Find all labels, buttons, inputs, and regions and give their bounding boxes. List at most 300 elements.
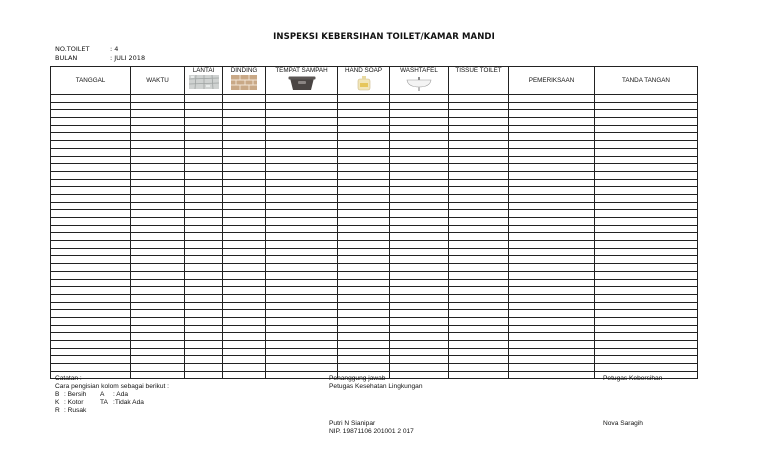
table-cell [223, 118, 266, 126]
table-cell [266, 118, 338, 126]
table-cell [449, 341, 509, 349]
table-cell [449, 371, 509, 379]
table-cell [338, 348, 390, 356]
col-washtafel: WASHTAFEL [390, 67, 449, 95]
table-cell [266, 233, 338, 241]
table-cell [51, 233, 131, 241]
table-row [51, 202, 698, 210]
table-cell [595, 156, 698, 164]
table-cell [390, 187, 449, 195]
table-cell [223, 110, 266, 118]
table-row [51, 310, 698, 318]
table-cell [51, 310, 131, 318]
table-cell [509, 218, 595, 226]
table-cell [185, 341, 223, 349]
table-row [51, 348, 698, 356]
col-tissue-toilet: TISSUE TOILET [449, 67, 509, 95]
table-cell [509, 171, 595, 179]
table-cell [185, 133, 223, 141]
table-cell [338, 95, 390, 103]
table-cell [338, 317, 390, 325]
table-row [51, 241, 698, 249]
table-cell [131, 148, 185, 156]
table-cell [131, 225, 185, 233]
table-row [51, 148, 698, 156]
table-cell [338, 187, 390, 195]
table-cell [51, 264, 131, 272]
table-cell [338, 256, 390, 264]
table-cell [131, 141, 185, 149]
table-cell [266, 187, 338, 195]
table-cell [131, 179, 185, 187]
table-cell [449, 118, 509, 126]
table-cell [51, 171, 131, 179]
legend [55, 391, 144, 415]
table-cell [390, 164, 449, 172]
table-cell [51, 248, 131, 256]
table-cell [51, 241, 131, 249]
table-cell [509, 241, 595, 249]
table-cell [449, 110, 509, 118]
table-cell [338, 210, 390, 218]
table-cell [509, 256, 595, 264]
table-cell [185, 302, 223, 310]
table-cell [338, 110, 390, 118]
table-cell [131, 187, 185, 195]
table-cell [185, 371, 223, 379]
table-cell [595, 179, 698, 187]
page-title: INSPEKSI KEBERSIHAN TOILET/KAMAR MANDI [273, 32, 495, 42]
table-cell [595, 294, 698, 302]
table-cell [595, 141, 698, 149]
table-cell [185, 348, 223, 356]
table-cell [223, 225, 266, 233]
table-cell [223, 241, 266, 249]
table-cell [509, 202, 595, 210]
table-cell [509, 233, 595, 241]
table-cell [509, 148, 595, 156]
table-cell [51, 271, 131, 279]
table-cell [595, 333, 698, 341]
table-cell [266, 102, 338, 110]
table-row [51, 210, 698, 218]
table-cell [449, 95, 509, 103]
table-cell [509, 341, 595, 349]
table-cell [131, 356, 185, 364]
table-row [51, 118, 698, 126]
table-cell [223, 179, 266, 187]
table-row [51, 110, 698, 118]
table-cell [131, 95, 185, 103]
table-cell [266, 95, 338, 103]
table-cell [390, 325, 449, 333]
table-cell [51, 179, 131, 187]
notes-heading: Catatan : [55, 375, 82, 382]
table-cell [266, 225, 338, 233]
table-cell [266, 171, 338, 179]
table-cell [131, 218, 185, 226]
table-cell [509, 294, 595, 302]
table-cell [266, 248, 338, 256]
table-row [51, 333, 698, 341]
table-cell [185, 241, 223, 249]
table-cell [449, 294, 509, 302]
table-cell [223, 371, 266, 379]
table-cell [223, 341, 266, 349]
table-cell [390, 333, 449, 341]
table-cell [338, 302, 390, 310]
table-cell [223, 248, 266, 256]
table-cell [223, 325, 266, 333]
month-value: : JULI 2018 [110, 54, 146, 62]
table-cell [266, 302, 338, 310]
month-row [55, 54, 145, 62]
table-cell [338, 148, 390, 156]
table-cell [390, 125, 449, 133]
table-cell [449, 302, 509, 310]
table-cell [338, 225, 390, 233]
table-cell [185, 264, 223, 272]
table-cell [338, 241, 390, 249]
table-row [51, 325, 698, 333]
table-cell [266, 194, 338, 202]
table-cell [266, 356, 338, 364]
table-cell [185, 225, 223, 233]
table-cell [131, 317, 185, 325]
table-cell [266, 210, 338, 218]
table-cell [595, 264, 698, 272]
table-cell [509, 95, 595, 103]
table-row [51, 287, 698, 295]
table-cell [390, 218, 449, 226]
table-cell [338, 287, 390, 295]
table-cell [185, 356, 223, 364]
table-cell [595, 210, 698, 218]
table-cell [266, 110, 338, 118]
table-cell [509, 194, 595, 202]
table-cell [595, 287, 698, 295]
table-cell [449, 194, 509, 202]
table-cell [390, 102, 449, 110]
table-row [51, 317, 698, 325]
table-cell [266, 241, 338, 249]
table-cell [185, 110, 223, 118]
table-cell [390, 194, 449, 202]
responsible-name: Putri N Sianipar [329, 420, 376, 427]
table-cell [185, 164, 223, 172]
table-cell [595, 133, 698, 141]
table-cell [449, 325, 509, 333]
toilet-number-label: NO.TOILET [55, 45, 90, 53]
table-cell [449, 256, 509, 264]
table-cell [266, 317, 338, 325]
table-cell [595, 148, 698, 156]
table-cell [266, 341, 338, 349]
table-cell [509, 271, 595, 279]
table-cell [223, 317, 266, 325]
table-row [51, 179, 698, 187]
table-cell [595, 233, 698, 241]
table-cell [595, 218, 698, 226]
table-cell [338, 271, 390, 279]
table-cell [131, 302, 185, 310]
table-cell [266, 256, 338, 264]
table-cell [338, 325, 390, 333]
table-cell [266, 271, 338, 279]
table-cell [266, 179, 338, 187]
table-row [51, 225, 698, 233]
table-cell [449, 264, 509, 272]
table-cell [131, 279, 185, 287]
table-cell [338, 294, 390, 302]
table-cell [223, 202, 266, 210]
table-cell [51, 294, 131, 302]
col-tanggal: TANGGAL [51, 67, 131, 95]
table-cell [131, 202, 185, 210]
col-waktu: WAKTU [131, 67, 185, 95]
table-cell [449, 164, 509, 172]
table-cell [449, 210, 509, 218]
table-cell [595, 171, 698, 179]
table-cell [390, 310, 449, 318]
table-cell [338, 125, 390, 133]
table-cell [338, 164, 390, 172]
table-cell [390, 210, 449, 218]
table-cell [595, 341, 698, 349]
table-cell [338, 279, 390, 287]
table-cell [449, 233, 509, 241]
table-cell [51, 210, 131, 218]
toilet-number-row [55, 45, 118, 53]
table-cell [509, 310, 595, 318]
table-cell [449, 133, 509, 141]
table-row [51, 95, 698, 103]
table-cell [51, 225, 131, 233]
table-cell [223, 302, 266, 310]
table-cell [185, 364, 223, 372]
table-cell [131, 348, 185, 356]
table-cell [509, 317, 595, 325]
table-cell [266, 264, 338, 272]
table-cell [185, 218, 223, 226]
table-cell [266, 325, 338, 333]
table-cell [266, 333, 338, 341]
table-cell [51, 364, 131, 372]
table-cell [595, 164, 698, 172]
table-row [51, 256, 698, 264]
table-cell [223, 102, 266, 110]
table-cell [595, 256, 698, 264]
col-lantai: LANTAI [185, 67, 223, 95]
table-cell [390, 256, 449, 264]
table-cell [185, 194, 223, 202]
table-cell [390, 141, 449, 149]
table-cell [223, 171, 266, 179]
table-cell [390, 248, 449, 256]
table-cell [390, 148, 449, 156]
table-cell [223, 271, 266, 279]
table-cell [51, 356, 131, 364]
table-cell [131, 325, 185, 333]
table-cell [595, 102, 698, 110]
table-row [51, 156, 698, 164]
table-cell [595, 194, 698, 202]
table-cell [223, 194, 266, 202]
toilet-number-value: : 4 [110, 45, 119, 53]
table-cell [223, 187, 266, 195]
table-cell [223, 310, 266, 318]
table-cell [266, 279, 338, 287]
table-cell [509, 371, 595, 379]
table-cell [266, 133, 338, 141]
table-cell [449, 271, 509, 279]
table-cell [338, 194, 390, 202]
table-cell [390, 317, 449, 325]
table-cell [449, 241, 509, 249]
table-cell [131, 248, 185, 256]
table-cell [131, 333, 185, 341]
table-cell [595, 271, 698, 279]
table-cell [185, 271, 223, 279]
table-row [51, 194, 698, 202]
washbasin-icon [404, 75, 434, 91]
table-cell [449, 141, 509, 149]
table-cell [185, 317, 223, 325]
table-cell [223, 218, 266, 226]
table-cell [223, 156, 266, 164]
table-cell [509, 325, 595, 333]
table-cell [223, 210, 266, 218]
table-cell [185, 95, 223, 103]
table-row [51, 218, 698, 226]
table-cell [223, 264, 266, 272]
table-cell [131, 164, 185, 172]
table-cell [338, 202, 390, 210]
responsible-role: Petugas Kesehatan Lingkungan [329, 383, 423, 390]
table-cell [338, 156, 390, 164]
table-cell [449, 364, 509, 372]
table-cell [131, 110, 185, 118]
table-cell [449, 187, 509, 195]
table-cell [390, 241, 449, 249]
table-cell [185, 279, 223, 287]
table-cell [223, 148, 266, 156]
table-cell [449, 225, 509, 233]
table-cell [51, 302, 131, 310]
table-row [51, 356, 698, 364]
table-cell [131, 233, 185, 241]
table-cell [185, 287, 223, 295]
table-cell [185, 202, 223, 210]
table-cell [266, 371, 338, 379]
table-cell [595, 241, 698, 249]
table-cell [390, 156, 449, 164]
table-cell [509, 364, 595, 372]
table-cell [51, 202, 131, 210]
table-cell [595, 95, 698, 103]
table-cell [223, 348, 266, 356]
table-cell [509, 348, 595, 356]
table-cell [449, 356, 509, 364]
responsible-heading: Penanggung jawab [329, 375, 386, 382]
table-cell [185, 156, 223, 164]
table-cell [390, 294, 449, 302]
table-cell [449, 279, 509, 287]
table-cell [390, 302, 449, 310]
table-cell [131, 241, 185, 249]
table-cell [390, 202, 449, 210]
table-cell [223, 294, 266, 302]
table-row [51, 187, 698, 195]
table-cell [51, 118, 131, 126]
table-cell [338, 141, 390, 149]
table-cell [338, 118, 390, 126]
legend-row: K : Kotor TA :Tidak Ada [55, 399, 144, 406]
table-cell [509, 164, 595, 172]
table-cell [338, 333, 390, 341]
table-cell [51, 256, 131, 264]
table-cell [390, 371, 449, 379]
table-cell [390, 225, 449, 233]
table-cell [223, 133, 266, 141]
table-cell [51, 156, 131, 164]
table-cell [509, 125, 595, 133]
table-cell [338, 171, 390, 179]
table-cell [390, 348, 449, 356]
table-cell [449, 156, 509, 164]
table-row [51, 125, 698, 133]
col-hand-soap: HAND SOAP [338, 67, 390, 95]
table-cell [509, 248, 595, 256]
table-row [51, 364, 698, 372]
table-cell [51, 279, 131, 287]
table-cell [223, 125, 266, 133]
table-cell [338, 364, 390, 372]
table-cell [338, 341, 390, 349]
table-cell [509, 156, 595, 164]
table-cell [51, 194, 131, 202]
table-cell [266, 125, 338, 133]
table-cell [449, 179, 509, 187]
table-cell [595, 348, 698, 356]
table-cell [509, 302, 595, 310]
month-label: BULAN [55, 54, 78, 62]
table-cell [185, 256, 223, 264]
table-cell [266, 310, 338, 318]
table-cell [449, 248, 509, 256]
table-cell [223, 95, 266, 103]
table-cell [390, 364, 449, 372]
table-cell [51, 164, 131, 172]
table-cell [131, 156, 185, 164]
table-cell [390, 118, 449, 126]
table-cell [131, 256, 185, 264]
table-cell [51, 133, 131, 141]
table-row [51, 279, 698, 287]
table-cell [51, 325, 131, 333]
table-cell [509, 179, 595, 187]
table-cell [338, 264, 390, 272]
table-cell [595, 325, 698, 333]
table-cell [51, 110, 131, 118]
table-row [51, 248, 698, 256]
table-cell [509, 141, 595, 149]
table-cell [223, 256, 266, 264]
table-cell [390, 233, 449, 241]
table-cell [185, 333, 223, 341]
table-row [51, 141, 698, 149]
table-cell [51, 95, 131, 103]
